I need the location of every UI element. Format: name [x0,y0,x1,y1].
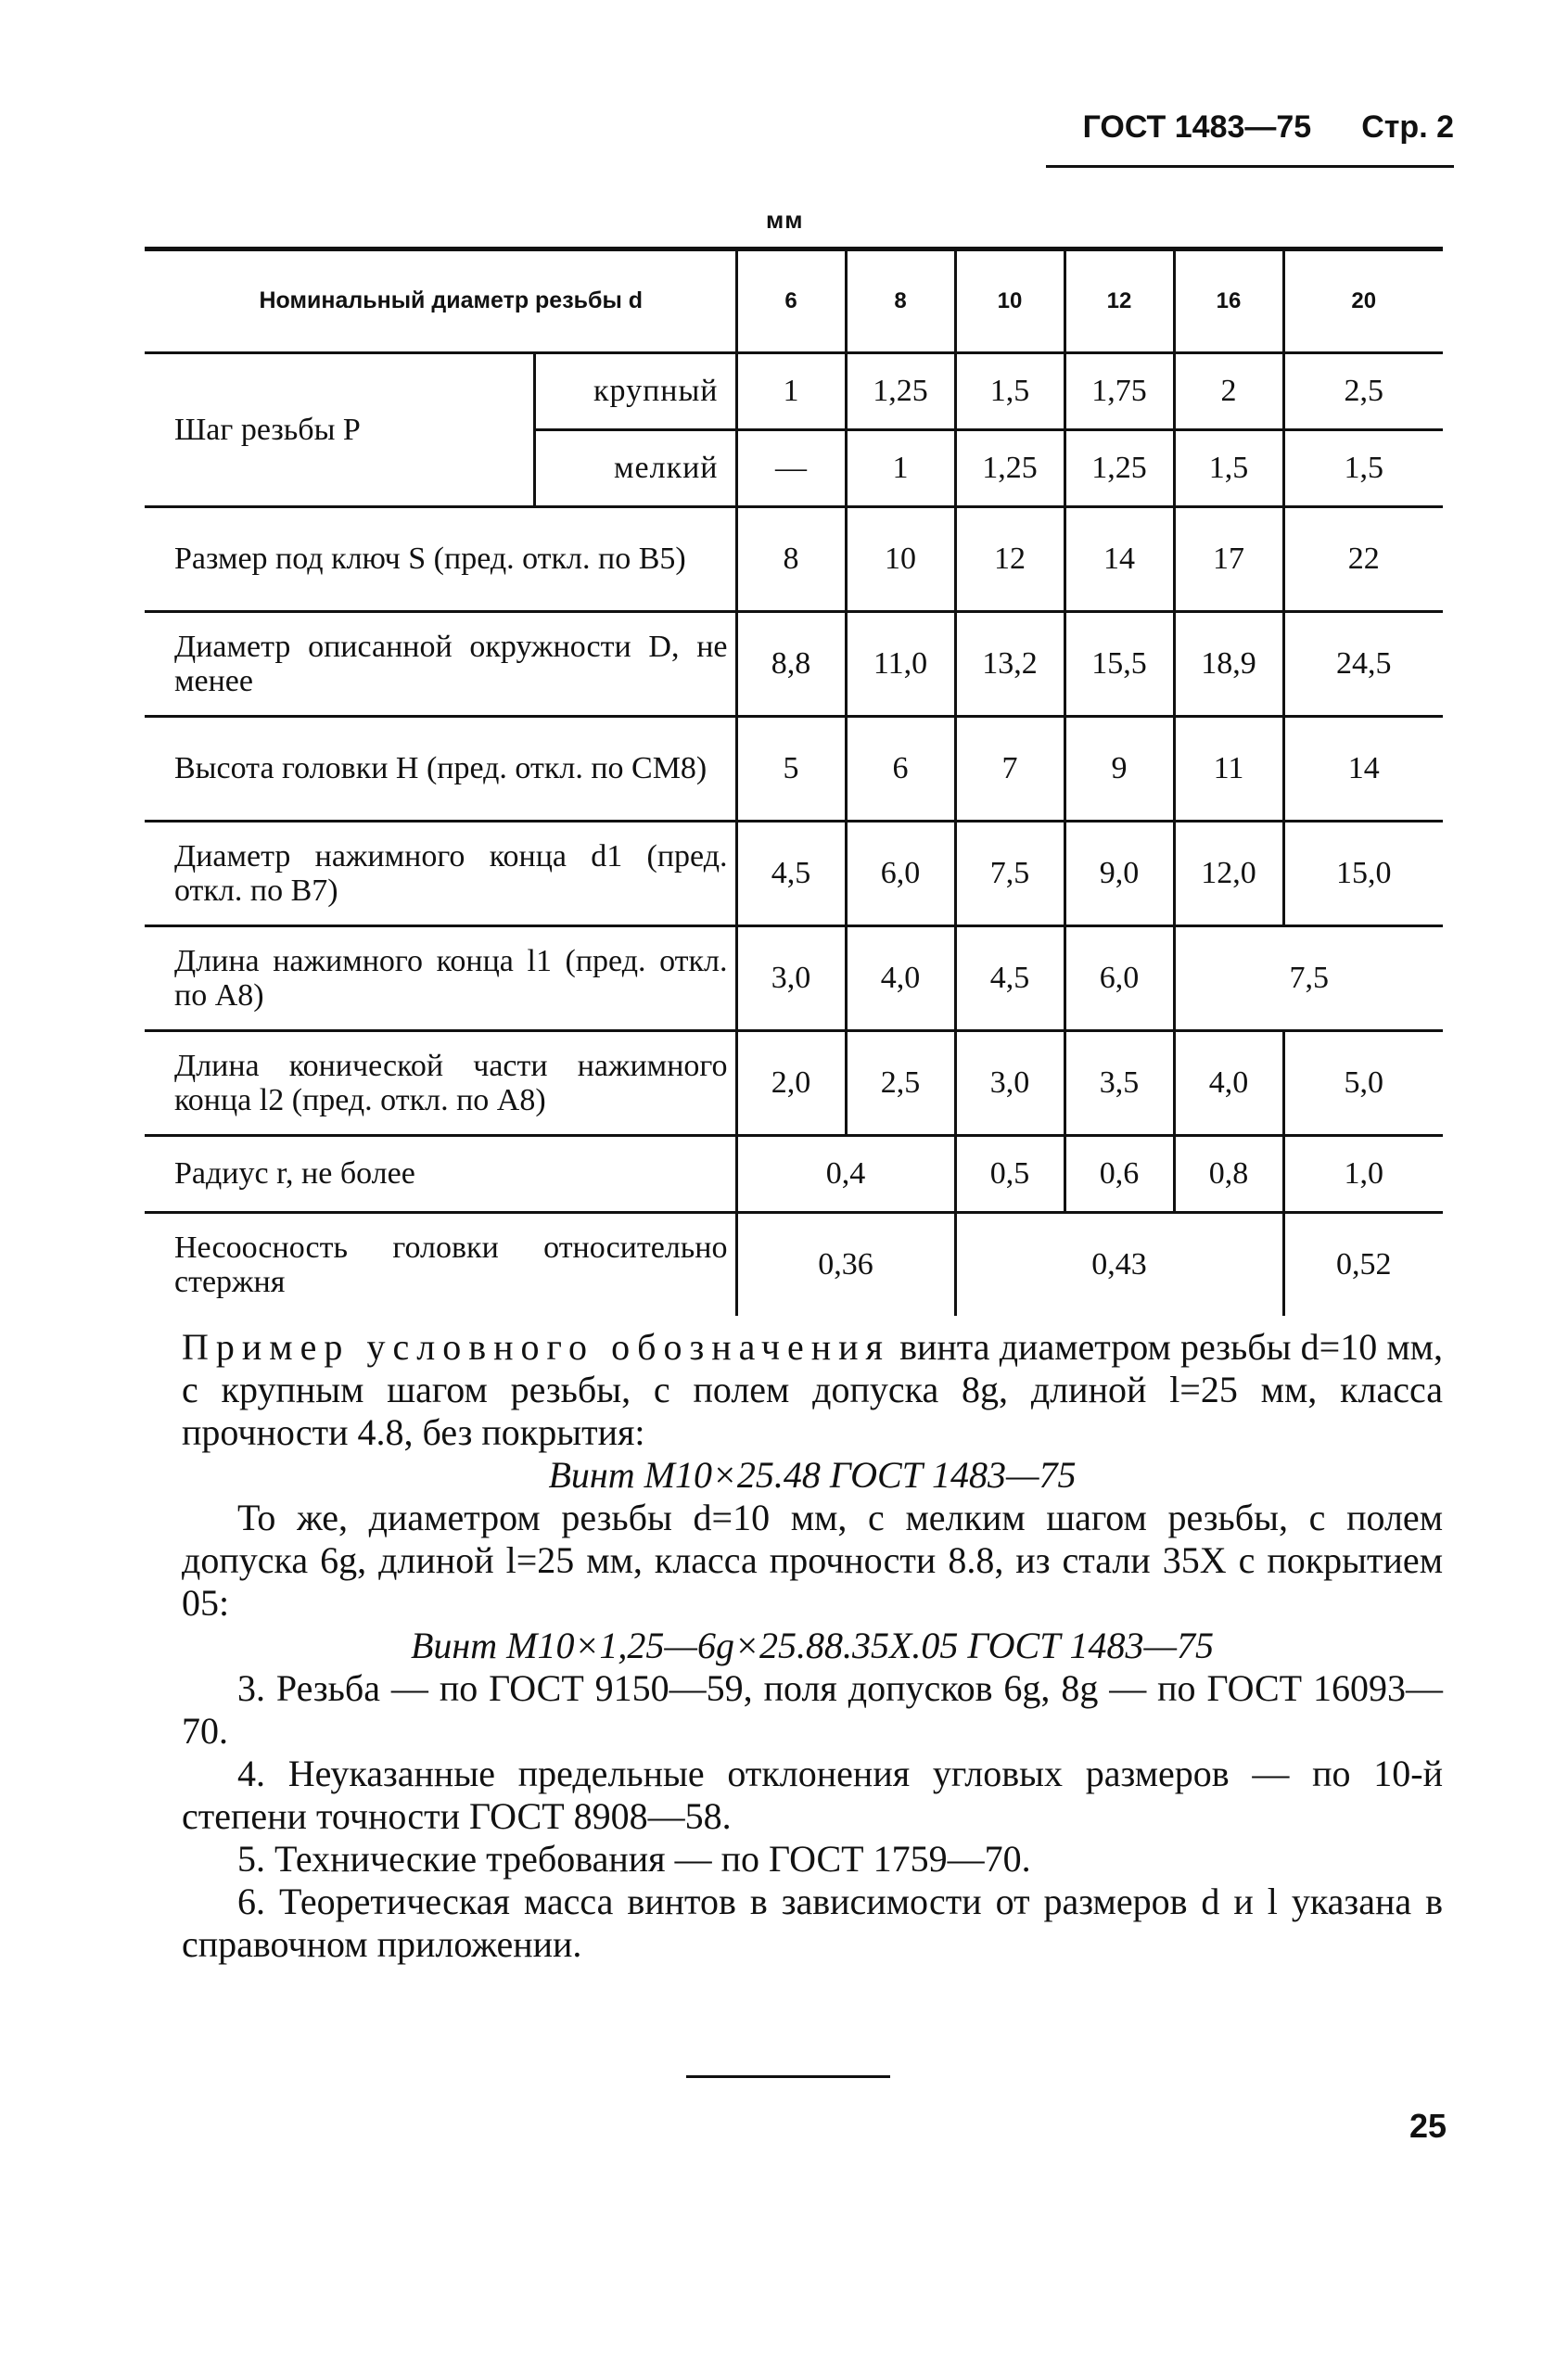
table-cell: 1,5 [1174,430,1283,507]
table-cell: 15,0 [1283,822,1443,926]
table-cell: 3,0 [955,1031,1064,1136]
row-label: Диаметр нажимного конца d1 (пред. откл. по B7) [145,822,736,926]
designation-1: Винт М10×25.48 ГОСТ 1483—75 [548,1454,1077,1496]
table-cell: 6,0 [1064,926,1174,1031]
table-cell: 3,5 [1064,1031,1174,1136]
table-cell: 4,5 [955,926,1064,1031]
table-cell: 11 [1174,717,1283,822]
table-header-row [145,249,1443,353]
table-cell: 4,5 [736,822,846,926]
table-row [145,353,1443,430]
diameter-cell: 12 [1064,249,1174,353]
table-cell: 2,5 [846,1031,955,1136]
table-cell: 15,5 [1064,612,1174,717]
table-cell: 9,0 [1064,822,1174,926]
diameter-cell: 8 [846,249,955,353]
item-5: 5. Технические требования — по ГОСТ 1759—70. [237,1838,1031,1880]
row-label: Размер под ключ S (пред. откл. по B5) [145,507,736,612]
same-paragraph: То же, диаметром резьбы d=10 мм, с мелким шагом резьбы, с полем допуска 6g, длиной l=25 мм, класса прочности 8.8, из стали 35Х с покрытием 05: [182,1497,1443,1624]
table-cell: 7,5 [955,822,1064,926]
diameter-cell: 6 [736,249,846,353]
table-row [145,612,1443,717]
item-3: 3. Резьба — по ГОСТ 9150—59, поля допусков 6g, 8g — по ГОСТ 16093—70. [182,1667,1443,1752]
diameter-cell: 16 [1174,249,1283,353]
table-cell: — [736,430,846,507]
table-row [145,822,1443,926]
pitch-coarse-label: крупный [534,353,736,430]
table-cell: 0,36 [736,1213,955,1317]
table-cell: 2,0 [736,1031,846,1136]
table-row [145,926,1443,1031]
table-cell: 1,25 [1064,430,1174,507]
example-paragraph [182,1326,1443,1454]
table-cell: 0,6 [1064,1136,1174,1213]
table-row [145,717,1443,822]
table-cell: 1,25 [955,430,1064,507]
table-cell: 1,75 [1064,353,1174,430]
page-number: 25 [1409,2107,1447,2145]
table-cell: 1 [736,353,846,430]
head-label: Номинальный диаметр резьбы d [145,249,736,353]
table-cell: 12,0 [1174,822,1283,926]
table-cell: 0,43 [955,1213,1283,1317]
standard-number: ГОСТ 1483—75 [1082,109,1312,145]
running-header [1046,109,1454,165]
table-cell: 6,0 [846,822,955,926]
row-label: Длина нажимного конца l1 (пред. откл. по A8) [145,926,736,1031]
table-cell: 11,0 [846,612,955,717]
table-row [145,1136,1443,1213]
table-cell: 3,0 [736,926,846,1031]
table-cell: 18,9 [1174,612,1283,717]
page-label: Стр. 2 [1361,109,1454,145]
row-label: Высота головки H (пред. откл. по CM8) [145,717,736,822]
pitch-label: Шаг резьбы P [145,353,534,507]
table-cell: 1,5 [1283,430,1443,507]
diameter-cell: 20 [1283,249,1443,353]
table-cell: 2,5 [1283,353,1443,430]
table-cell: 4,0 [846,926,955,1031]
table-cell: 9 [1064,717,1174,822]
pitch-fine-label: мелкий [534,430,736,507]
table-cell: 4,0 [1174,1031,1283,1136]
table-row [145,507,1443,612]
table-cell: 0,5 [955,1136,1064,1213]
table-cell: 0,8 [1174,1136,1283,1213]
item-6: 6. Теоретическая масса винтов в зависимости от размеров d и l указана в справочном приложении. [182,1881,1443,1965]
table-cell: 0,52 [1283,1213,1443,1317]
table-cell: 17 [1174,507,1283,612]
table-cell: 10 [846,507,955,612]
units-label: мм [766,206,804,234]
example-heading: Пример условного обозначения [182,1326,890,1368]
dimensions-table [145,247,1443,1316]
table-cell: 1,0 [1283,1136,1443,1213]
table-cell: 8,8 [736,612,846,717]
table-row [145,1213,1443,1317]
table-cell: 2 [1174,353,1283,430]
designation-2: Винт М10×1,25—6g×25.88.35Х.05 ГОСТ 1483—75 [410,1625,1215,1666]
table-cell: 7 [955,717,1064,822]
body-text [182,1326,1443,1966]
footer-rule [686,2075,890,2078]
table-row [145,1031,1443,1136]
table-cell: 12 [955,507,1064,612]
table-cell: 5,0 [1283,1031,1443,1136]
table-cell: 1 [846,430,955,507]
diameter-cell: 10 [955,249,1064,353]
example-text: винта диаметром резьбы d=10 мм, с крупным шагом резьбы, с полем допуска 8g, длиной l=25 мм, класса прочности 4.8, без покрытия: [182,1326,1443,1453]
table-cell: 6 [846,717,955,822]
table-cell: 1,25 [846,353,955,430]
row-label: Несоосность головки относительно стержня [145,1213,736,1317]
row-label: Диаметр описанной окружности D, не менее [145,612,736,717]
table-cell: 0,4 [736,1136,955,1213]
item-4: 4. Неуказанные предельные отклонения угловых размеров — по 10-й степени точности ГОСТ 8908—58. [182,1753,1443,1837]
table-cell: 22 [1283,507,1443,612]
table-cell: 14 [1283,717,1443,822]
table-cell: 13,2 [955,612,1064,717]
table-cell: 24,5 [1283,612,1443,717]
table-cell: 8 [736,507,846,612]
row-label: Радиус r, не более [145,1136,736,1213]
header-rule [1046,165,1454,168]
table-cell: 5 [736,717,846,822]
table-cell: 14 [1064,507,1174,612]
table-cell: 7,5 [1174,926,1443,1031]
row-label: Длина конической части нажимного конца l2 (пред. откл. по A8) [145,1031,736,1136]
table-cell: 1,5 [955,353,1064,430]
